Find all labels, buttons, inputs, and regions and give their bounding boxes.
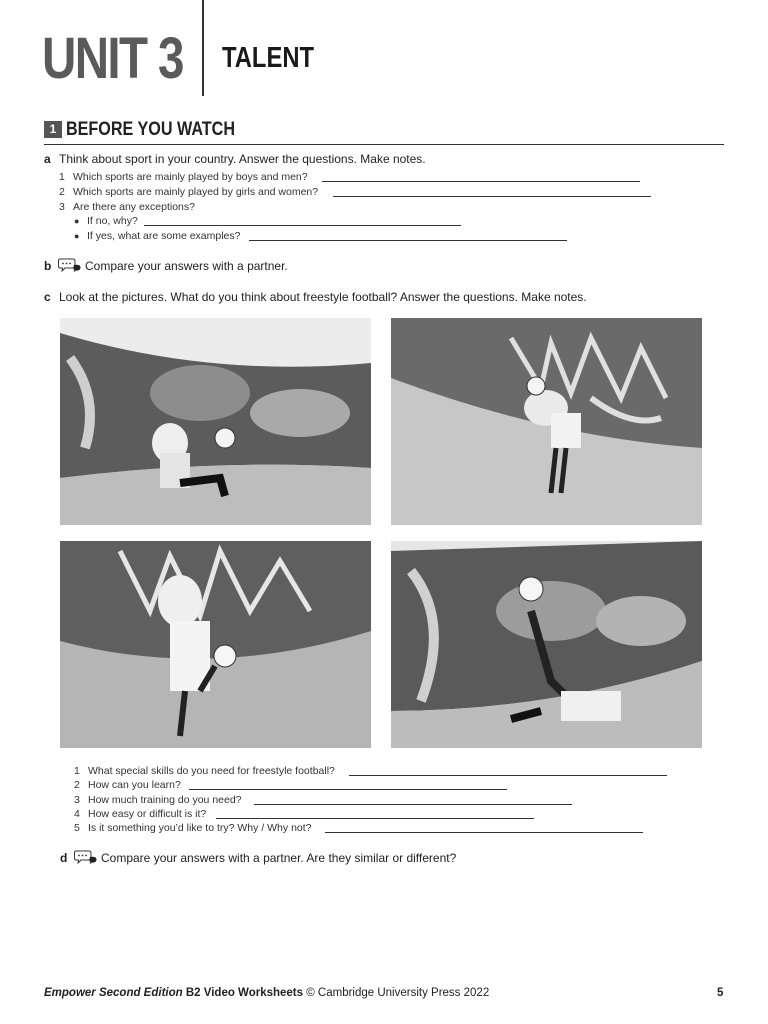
question-a-bullet: ● If yes, what are some examples? (74, 230, 241, 242)
answer-line[interactable] (322, 181, 640, 182)
footer-edition: Empower Second Edition (44, 987, 183, 999)
answer-line[interactable] (249, 240, 567, 241)
question-c-item: 1 What special skills do you need for freestyle football? (74, 765, 335, 777)
photo-freestyle-juggling (391, 318, 702, 525)
question-b-text: Compare your answers with a partner. (85, 259, 288, 273)
question-d-letter: d (60, 851, 68, 865)
answer-line[interactable] (333, 196, 651, 197)
question-a-text: Think about sport in your country. Answer the questions. Make notes. (59, 152, 426, 166)
footer-copyright: © Cambridge University Press 2022 (306, 987, 490, 999)
answer-line[interactable] (254, 804, 572, 805)
question-a-item: 2 Which sports are mainly played by girls and women? (59, 186, 319, 198)
question-c-item: 2 How can you learn? (74, 779, 181, 791)
unit-title: UNIT 3 (42, 26, 183, 91)
footer-level: B2 Video Worksheets (185, 987, 304, 999)
speech-bubbles-icon (74, 850, 98, 865)
photo-freestyle-sitting (60, 318, 371, 525)
question-b-letter: b (44, 259, 52, 273)
photo-freestyle-kick (60, 541, 371, 748)
question-c-letter: c (44, 290, 51, 304)
section-title: BEFORE YOU WATCH (66, 119, 235, 140)
answer-line[interactable] (144, 225, 461, 226)
question-a-item: 1 Which sports are mainly played by boys and men? (59, 171, 308, 183)
answer-line[interactable] (216, 818, 534, 819)
answer-line[interactable] (349, 775, 667, 776)
question-a-item: 3 Are there any exceptions? (59, 201, 195, 213)
question-c-text: Look at the pictures. What do you think about freestyle football? Answer the questions. Make notes. (59, 290, 587, 304)
question-c-item: 5 Is it something you’d like to try? Why / Why not? (74, 822, 312, 834)
photo-freestyle-lying (391, 541, 702, 748)
header-divider (202, 0, 204, 96)
question-d-text: Compare your answers with a partner. Are they similar or different? (101, 851, 457, 865)
unit-topic: TALENT (222, 42, 315, 74)
question-c-item: 3 How much training do you need? (74, 794, 242, 806)
question-a-letter: a (44, 152, 51, 166)
section-number-badge: 1 (44, 121, 62, 138)
section-header (44, 119, 724, 145)
question-a-bullet: ● If no, why? (74, 215, 138, 227)
speech-bubbles-icon (58, 258, 82, 273)
answer-line[interactable] (325, 832, 643, 833)
footer (44, 987, 489, 999)
answer-line[interactable] (189, 789, 507, 790)
question-c-item: 4 How easy or difficult is it? (74, 808, 207, 820)
page-number: 5 (717, 987, 724, 999)
